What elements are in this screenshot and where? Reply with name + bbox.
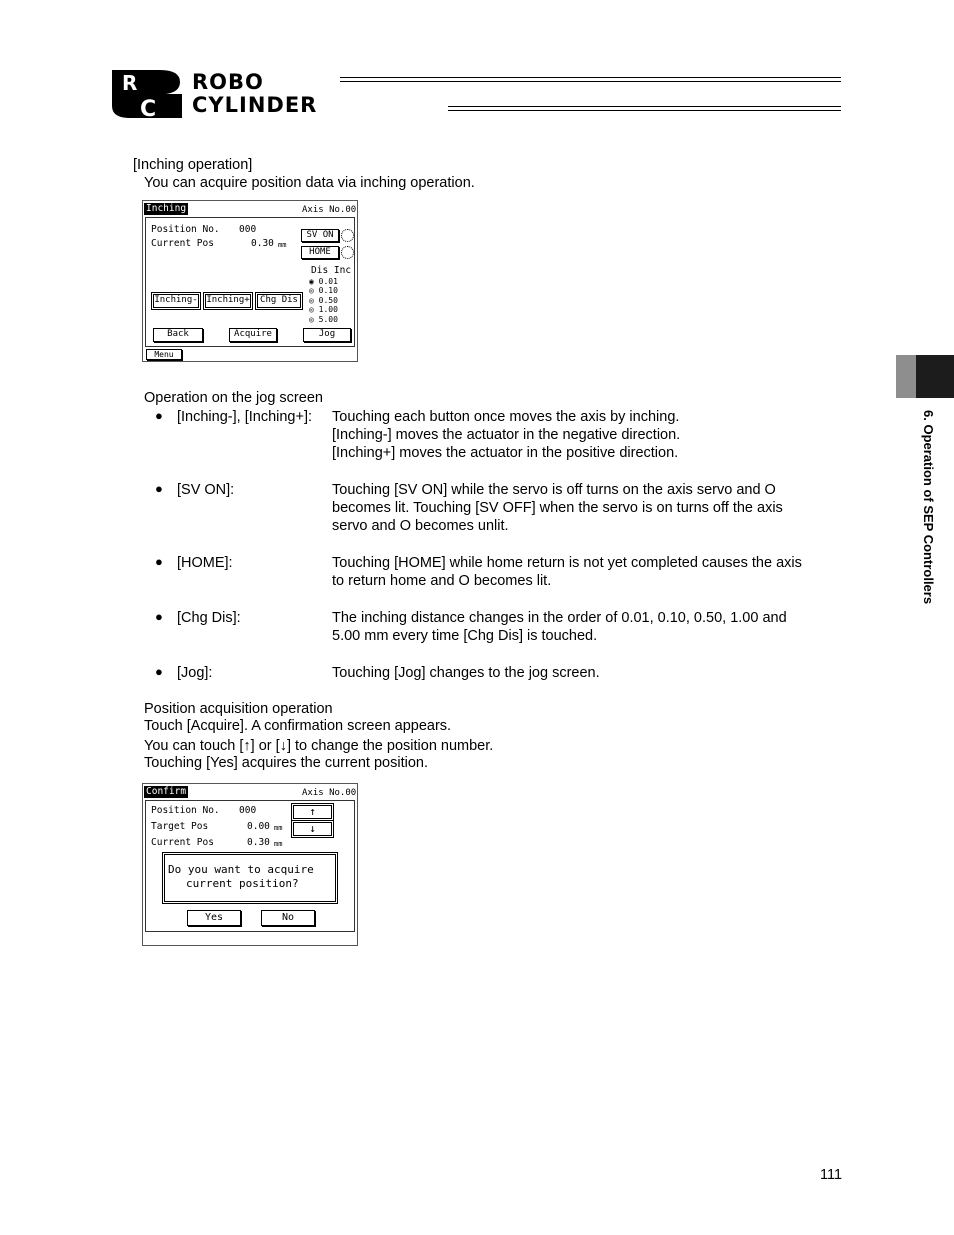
op-label: [HOME]: bbox=[177, 555, 233, 571]
logo-word-cylinder: CYLINDER bbox=[192, 93, 318, 117]
acq-line: Touching [Yes] acquires the current position. bbox=[144, 755, 428, 771]
screen-title: Inching bbox=[146, 203, 187, 214]
bullet-icon: ● bbox=[155, 664, 163, 679]
op-desc-line: Touching [Jog] changes to the jog screen. bbox=[332, 665, 600, 681]
jog-ops-heading: Operation on the jog screen bbox=[144, 390, 323, 406]
screen-title: Confirm bbox=[146, 786, 187, 797]
op-desc-line: The inching distance changes in the order of 0.01, 0.10, 0.50, 1.00 and bbox=[332, 610, 787, 626]
bullet-icon: ● bbox=[155, 609, 163, 624]
header-rule bbox=[340, 81, 841, 82]
dis-option-2[interactable]: ◎ 0.50 bbox=[309, 295, 338, 305]
op-label: [Inching-], [Inching+]: bbox=[177, 409, 313, 425]
acquire-button[interactable]: Acquire bbox=[229, 328, 277, 342]
header-rule bbox=[448, 106, 841, 107]
current-pos-label: Current Pos bbox=[151, 238, 214, 249]
chapter-tab-text: 6. Operation of SEP Controllers bbox=[921, 410, 936, 605]
servo-lamp-icon bbox=[341, 229, 354, 242]
current-pos-value: 0.30 bbox=[251, 238, 274, 249]
chapter-tab-marker bbox=[916, 355, 954, 398]
confirm-dialog bbox=[164, 854, 336, 902]
logo-letter-c: C bbox=[140, 97, 157, 120]
header-rule bbox=[340, 77, 841, 78]
position-value: 000 bbox=[239, 224, 257, 235]
chg-dis-button[interactable]: Chg Dis bbox=[257, 294, 301, 308]
axis-number: Axis No.00 bbox=[302, 205, 357, 215]
logo-letter-r: R bbox=[122, 71, 138, 95]
no-button[interactable]: No bbox=[261, 910, 315, 926]
back-button[interactable]: Back bbox=[153, 328, 203, 342]
op-label: [SV ON]: bbox=[177, 482, 235, 498]
acq-line: You can touch [↑] or [↓] to change the position number. bbox=[144, 738, 494, 754]
op-desc-line: Touching each button once moves the axis by inching. bbox=[332, 409, 680, 425]
dis-option-4[interactable]: ◎ 5.00 bbox=[309, 314, 338, 324]
menu-button[interactable]: Menu bbox=[146, 349, 182, 360]
dialog-line: Do you want to acquire bbox=[168, 863, 314, 876]
position-value: 000 bbox=[239, 805, 257, 816]
op-desc-line: 5.00 mm every time [Chg Dis] is touched. bbox=[332, 628, 598, 644]
home-button[interactable]: HOME bbox=[301, 246, 339, 259]
op-desc-line: becomes lit. Touching [SV OFF] when the servo is on turns off the axis bbox=[332, 500, 783, 516]
bullet-icon: ● bbox=[155, 554, 163, 569]
op-desc-line: Touching [HOME] while home return is not yet completed causes the axis bbox=[332, 555, 802, 571]
op-desc-line: Touching [SV ON] while the servo is off turns on the axis servo and O bbox=[332, 482, 776, 498]
bullet-icon: ● bbox=[155, 408, 163, 423]
logo-word-robo: ROBO bbox=[192, 70, 264, 94]
op-desc-line: to return home and O becomes lit. bbox=[332, 573, 552, 589]
op-label: [Jog]: bbox=[177, 665, 213, 681]
op-desc-line: [Inching+] moves the actuator in the positive direction. bbox=[332, 445, 679, 461]
inching-screen bbox=[142, 200, 358, 362]
position-label: Position No. bbox=[151, 805, 220, 816]
yes-button[interactable]: Yes bbox=[187, 910, 241, 926]
op-desc-line: [Inching-] moves the actuator in the negative direction. bbox=[332, 427, 681, 443]
current-pos-value: 0.30 bbox=[247, 837, 270, 848]
up-arrow-button[interactable]: ↑ bbox=[293, 805, 332, 819]
sv-on-button[interactable]: SV ON bbox=[301, 229, 339, 242]
inching-heading: [Inching operation] bbox=[133, 157, 253, 173]
dialog-line: current position? bbox=[186, 877, 299, 890]
chapter-tab-label bbox=[918, 410, 936, 650]
unit-label: mm bbox=[274, 840, 283, 848]
unit-label: mm bbox=[278, 241, 287, 249]
target-pos-value: 0.00 bbox=[247, 821, 270, 832]
op-desc-line: servo and O becomes unlit. bbox=[332, 518, 509, 534]
inching-intro-text: You can acquire position data via inching operation. bbox=[144, 175, 475, 191]
home-lamp-icon bbox=[341, 246, 354, 259]
chapter-tab-marker bbox=[896, 355, 916, 398]
bullet-icon: ● bbox=[155, 481, 163, 496]
dis-option-3[interactable]: ◎ 1.00 bbox=[309, 305, 338, 315]
jog-button[interactable]: Jog bbox=[303, 328, 351, 342]
dis-inc-label: Dis Inc bbox=[311, 265, 352, 276]
position-label: Position No. bbox=[151, 224, 220, 235]
page-number: 111 bbox=[820, 1167, 843, 1183]
inching-plus-button[interactable]: Inching+ bbox=[205, 294, 251, 308]
acq-heading: Position acquisition operation bbox=[144, 701, 333, 717]
target-pos-label: Target Pos bbox=[151, 821, 209, 832]
confirm-screen bbox=[142, 783, 358, 946]
dis-option-0[interactable]: ◉ 0.01 bbox=[309, 277, 338, 286]
rc-logo-mark-icon bbox=[110, 68, 186, 120]
inching-minus-button[interactable]: Inching- bbox=[153, 294, 199, 308]
axis-number: Axis No.00 bbox=[302, 788, 357, 798]
op-label: [Chg Dis]: bbox=[177, 610, 241, 626]
acq-line: Touch [Acquire]. A confirmation screen appears. bbox=[144, 718, 452, 734]
unit-label: mm bbox=[274, 824, 283, 832]
header-rule bbox=[448, 110, 841, 111]
current-pos-label: Current Pos bbox=[151, 837, 214, 848]
dis-option-1[interactable]: ◎ 0.10 bbox=[309, 286, 338, 296]
down-arrow-button[interactable]: ↓ bbox=[293, 822, 332, 836]
